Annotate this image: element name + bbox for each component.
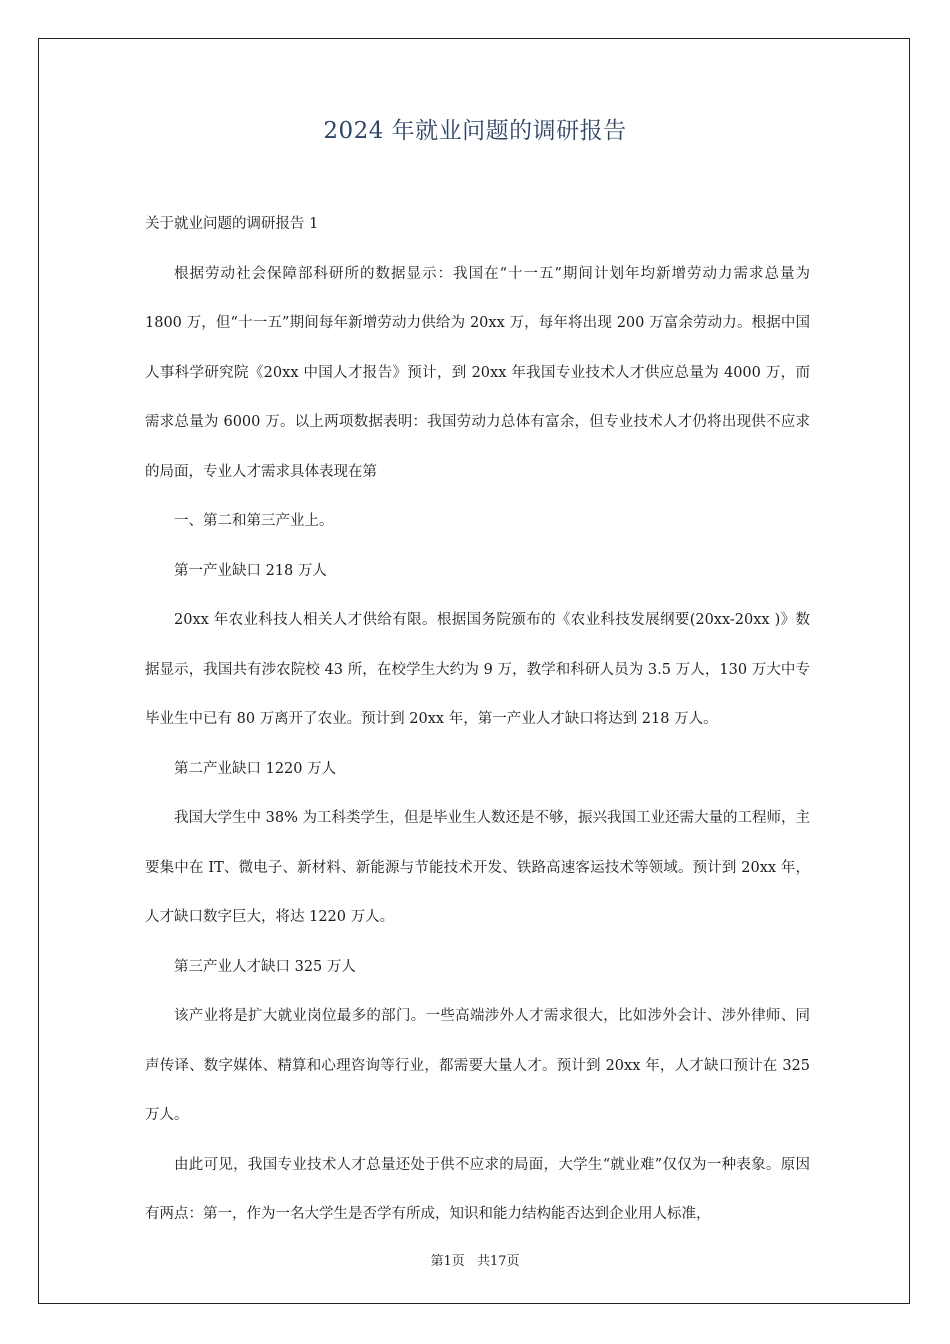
page-footer [0,1250,950,1269]
paragraph: 一、第二和第三产业上。 [174,513,334,529]
document-body [145,200,810,1240]
paragraph: 根据劳动社会保障部科研所的数据显示：我国在“十一五”期间计划年均新增劳动力需求总量为 1800 万，但“十一五”期间每年新增劳动力供给为 20xx 万，每年将出现 200 万富余劳动力。根据中国人事科学研究院《20xx 中国人才报告》预计，到 20xx 年我国专业技术人才供应总量为 4000 万，而需求总量为 6000 万。以上两项数据表明：我国劳动力总体有富余，但专业技术人才仍将出现供不应求的局面，专业人才需求具体表现在第 [145,265,810,480]
section-heading: 第三产业人才缺口 325 万人 [174,958,356,975]
section-heading: 第二产业缺口 1220 万人 [174,760,337,777]
paragraph: 我国大学生中 38% 为工科类学生，但是毕业生人数还是不够，振兴我国工业还需大量的工程师，主要集中在 IT、微电子、新材料、新能源与节能技术开发、铁路高速客运技术等领域。预计到 20xx 年，人才缺口数字巨大，将达 1220 万人。 [145,810,810,925]
paragraph: 该产业将是扩大就业岗位最多的部门。一些高端涉外人才需求很大，比如涉外会计、涉外律师、同声传译、数字媒体、精算和心理咨询等行业，都需要大量人才。预计到 20xx 年，人才缺口预计在 325 万人。 [145,1008,810,1123]
page-total: 共17页 [476,1254,520,1269]
page-number: 第1页 [430,1254,465,1269]
paragraph: 关于就业问题的调研报告 1 [145,216,319,232]
section-heading: 第一产业缺口 218 万人 [174,562,327,579]
document-title: 2024 年就业问题的调研报告 [323,118,627,144]
paragraph: 20xx 年农业科技人相关人才供给有限。根据国务院颁布的《农业科技发展纲要(20xx-20xx )》数据显示，我国共有涉农院校 43 所，在校学生大约为 9 万，教学和科研人员为 3.5 万人，130 万大中专毕业生中已有 80 万离开了农业。预计到 20xx 年，第一产业人才缺口将达到 218 万人。 [145,612,810,727]
paragraph: 由此可见，我国专业技术人才总量还处于供不应求的局面，大学生“就业难”仅仅为一种表象。原因有两点：第一，作为一名大学生是否学有所成，知识和能力结构能否达到企业用人标准， [145,1156,810,1222]
